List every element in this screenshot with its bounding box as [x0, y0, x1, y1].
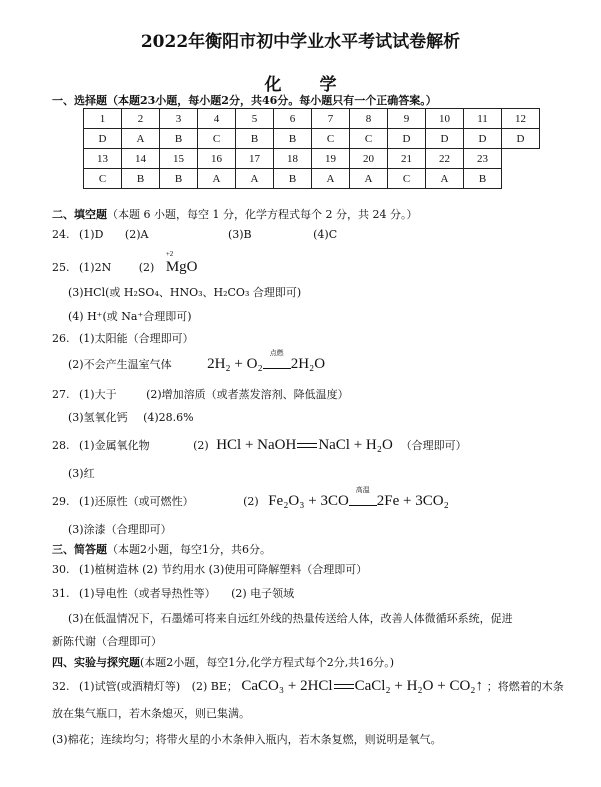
q25-answer-4: (4) H⁺(或 Na⁺合理即可): [68, 310, 192, 323]
q28-equation: [216, 437, 396, 453]
section-4-note: (本题2小题，每空1分,化学方程式每个2分,共16分。): [140, 656, 395, 669]
equation-reactants: HCl + NaOH: [216, 437, 297, 453]
table-cell: A: [198, 169, 236, 189]
oxidation-state: +2: [165, 250, 174, 258]
q29-equation: [268, 486, 449, 509]
equation-products: CaCl₂ + H₂O + CO₂↑: [354, 678, 484, 694]
table-cell: D: [84, 129, 122, 149]
magnesium-oxide-formula: MgO: [165, 259, 198, 275]
q26-number: 26.: [52, 332, 70, 345]
answer-table-row-answers-2: [84, 169, 540, 189]
table-cell: 16: [198, 149, 236, 169]
equation-products: NaCl + H₂O: [318, 437, 393, 453]
q29-answer-2-label: (2): [243, 495, 259, 508]
table-cell: 21: [388, 149, 426, 169]
table-cell: D: [388, 129, 426, 149]
table-cell: B: [236, 129, 274, 149]
table-cell: 18: [274, 149, 312, 169]
table-cell: 14: [122, 149, 160, 169]
equation-reactants: 2H₂ + O₂: [207, 356, 263, 372]
q32-answer-1: (1)试管(或酒精灯等): [79, 680, 181, 693]
section-4-heading: 四、实验与探究题: [52, 656, 140, 669]
table-cell: 9: [388, 109, 426, 129]
q27-answer-1: (1)大于: [79, 388, 117, 401]
q25-number: 25.: [52, 261, 70, 274]
q28-note: （合理即可）: [400, 439, 467, 452]
q27-answer-3: (3)氢氧化钙: [68, 411, 128, 424]
table-cell: 2: [122, 109, 160, 129]
q32-answer-2-label: (2) BE；: [191, 680, 238, 693]
q25-answer-2-label: (2): [138, 261, 155, 274]
q26-answer-2: (2)不会产生温室气体: [68, 358, 172, 371]
q28-answer-2-label: (2): [193, 439, 209, 452]
table-cell: A: [350, 169, 388, 189]
answer-table: [83, 108, 540, 189]
q31-answer-2: (2) 电子领域: [231, 587, 295, 600]
reaction-condition: [263, 349, 291, 373]
table-cell: 7: [312, 109, 350, 129]
q24-answer-4: (4)C: [313, 228, 338, 241]
q32-number: 32.: [52, 680, 70, 693]
table-cell: C: [350, 129, 388, 149]
q24-answer-2: (2)A: [124, 228, 149, 241]
condition-label: 高温: [355, 486, 370, 494]
table-cell: B: [274, 129, 312, 149]
section-1-heading: 一、选择题: [52, 94, 107, 107]
q27-line-2: [68, 409, 194, 425]
q25-formula: [165, 250, 198, 276]
table-cell: C: [388, 169, 426, 189]
q25-answer-1: (1)2N: [79, 261, 112, 274]
table-cell: 6: [274, 109, 312, 129]
q29-line-1: [52, 486, 449, 510]
table-cell: 3: [160, 109, 198, 129]
answer-table-row-answers-1: [84, 129, 540, 149]
table-cell-empty: [502, 169, 540, 189]
q26-equation: [207, 349, 326, 372]
q32-answer-3: (3)棉花；连续均匀；将带火星的小木条伸入瓶内，若木条复燃，则说明是氧气。: [52, 733, 442, 746]
table-cell: 1: [84, 109, 122, 129]
q26-line-2: [68, 349, 326, 373]
table-cell: C: [312, 129, 350, 149]
q28-answer-1: (1)金属氧化物: [79, 439, 150, 452]
q28-answer-3: (3)红: [68, 467, 95, 480]
q30-number: 30.: [52, 563, 70, 576]
q28-line-1: [52, 437, 467, 454]
table-cell: B: [160, 169, 198, 189]
equation-reactants: Fe₂O₃ + 3CO: [268, 493, 349, 509]
q32-answer-2-tail: ；将燃着的木条: [486, 680, 564, 693]
table-cell: 10: [426, 109, 464, 129]
q26-line-1: [52, 330, 194, 346]
equals-sign: [334, 684, 354, 689]
section-2-note: （本题 6 小题，每空 1 分，化学方程式每个 2 分，共 24 分。）: [107, 208, 418, 221]
reaction-condition: [349, 486, 377, 510]
table-cell: D: [502, 129, 540, 149]
q31-number: 31.: [52, 587, 70, 600]
equals-sign: [297, 443, 317, 448]
reaction-arrow: [263, 360, 291, 369]
section-1-note: （本题23小题，每小题2分，共46分。每小题只有一个正确答案。）: [107, 94, 437, 107]
equation-products: 2H₂O: [290, 356, 326, 372]
q24-answer-1: (1)D: [79, 228, 104, 241]
q24-line: [52, 228, 337, 241]
q28-number: 28.: [52, 439, 70, 452]
section-3-note: （本题2小题，每空1分，共6分。: [107, 543, 271, 556]
q27-line-1: [52, 386, 349, 402]
reaction-arrow: [349, 497, 377, 506]
table-cell: B: [464, 169, 502, 189]
table-cell: 12: [502, 109, 540, 129]
table-cell: 11: [464, 109, 502, 129]
table-cell: 5: [236, 109, 274, 129]
q30-answers: (1)植树造林 (2) 节约用水 (3)使用可降解塑料（合理即可）: [79, 563, 368, 576]
q24-number: 24.: [52, 228, 70, 241]
equation-products: 2Fe + 3CO₂: [376, 493, 449, 509]
section-2-heading: 二、填空题: [52, 208, 107, 221]
q29-answer-1: (1)还原性（或可燃性）: [79, 495, 194, 508]
q26-answer-1: (1)太阳能（合理即可）: [79, 332, 194, 345]
table-cell: 17: [236, 149, 274, 169]
table-cell: 15: [160, 149, 198, 169]
q27-answer-4: (4)28.6%: [143, 411, 194, 424]
table-cell: C: [84, 169, 122, 189]
condition-label: 点燃: [269, 349, 284, 357]
subject-heading: 化学: [264, 75, 375, 95]
section-4-header: [52, 654, 394, 670]
q31-answer-3-line-1: (3)在低温情况下，石墨烯可将来自远红外线的热量传送给人体，改善人体微循环系统，促进: [68, 612, 513, 625]
table-cell: 8: [350, 109, 388, 129]
q31-answer-3-line-2: 新陈代谢（合理即可）: [52, 635, 162, 648]
q25-line-1: [52, 250, 198, 276]
table-cell: 23: [464, 149, 502, 169]
section-1-header: [52, 92, 437, 108]
section-3-heading: 三、简答题: [52, 543, 107, 556]
q32-equation: [241, 678, 486, 694]
answer-table-row-numbers-2: [84, 149, 540, 169]
q31-line-1: [52, 585, 294, 601]
table-cell: A: [426, 169, 464, 189]
table-cell: 20: [350, 149, 388, 169]
table-cell: B: [160, 129, 198, 149]
table-cell: A: [236, 169, 274, 189]
q31-answer-1: (1)导电性（或者导热性等）: [79, 587, 216, 600]
table-cell: D: [426, 129, 464, 149]
table-cell: 13: [84, 149, 122, 169]
table-cell-empty: [502, 149, 540, 169]
table-cell: A: [122, 129, 160, 149]
table-cell: 4: [198, 109, 236, 129]
section-3-header: [52, 541, 271, 557]
q29-number: 29.: [52, 495, 70, 508]
q29-answer-3: (3)涂漆（合理即可）: [68, 523, 172, 536]
section-2-header: [52, 206, 417, 222]
document-title: 2022年衡阳市初中学业水平考试试卷解析: [140, 32, 461, 52]
answer-table-row-numbers-1: [84, 109, 540, 129]
table-cell: 19: [312, 149, 350, 169]
q32-line-1: [52, 678, 564, 695]
table-cell: 22: [426, 149, 464, 169]
table-cell: B: [274, 169, 312, 189]
q32-answer-2-line-2: 放在集气瓶口，若木条熄灭，则已集满。: [52, 707, 250, 720]
table-cell: D: [464, 129, 502, 149]
q27-answer-2: (2)增加溶质（或者蒸发溶剂、降低温度）: [146, 388, 349, 401]
q24-answer-3: (3)B: [227, 228, 252, 241]
q30-line: [52, 561, 367, 577]
q25-answer-3: (3)HCl(或 H₂SO₄、HNO₃、H₂CO₃ 合理即可): [68, 286, 302, 299]
table-cell: A: [312, 169, 350, 189]
equation-reactants: CaCO₃ + 2HCl: [241, 678, 333, 694]
table-cell: B: [122, 169, 160, 189]
q27-number: 27.: [52, 388, 70, 401]
table-cell: C: [198, 129, 236, 149]
